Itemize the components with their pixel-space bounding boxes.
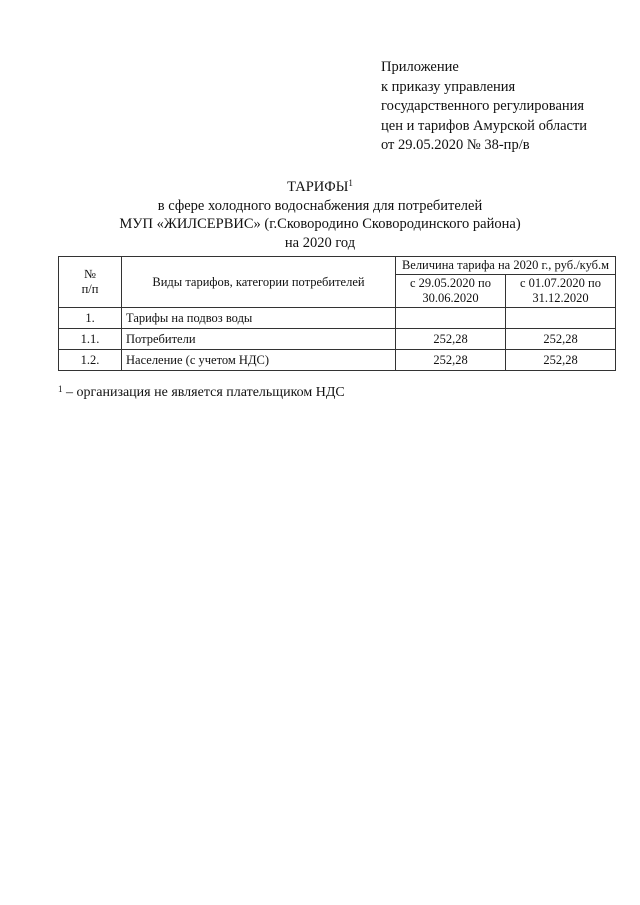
header-value: Величина тарифа на 2020 г., руб./куб.м <box>396 257 616 275</box>
footnote-text: – организация не является плательщиком НДС <box>62 385 345 400</box>
appendix-line: цен и тарифов Амурской области <box>381 117 588 134</box>
row-num: 1.1. <box>59 329 122 350</box>
row-value-1: 252,28 <box>396 350 506 371</box>
appendix-line: от 29.05.2020 № 38-пр/в <box>381 137 530 153</box>
footnote-mark: 1 <box>58 384 63 394</box>
row-kind: Население (с учетом НДС) <box>122 350 396 371</box>
header-period-1: с 29.05.2020 по 30.06.2020 <box>396 275 506 308</box>
table-header-row <box>59 257 616 275</box>
title-main <box>0 178 640 197</box>
row-num: 1. <box>59 308 122 329</box>
row-kind: Тарифы на подвоз воды <box>122 308 396 329</box>
tariffs-table <box>58 256 616 371</box>
appendix-line: Приложение <box>381 59 459 75</box>
header-kind: Виды тарифов, категории потребителей <box>122 257 396 308</box>
title-line: МУП «ЖИЛСЕРВИС» (г.Сковородино Сковородинского района) <box>119 216 521 232</box>
document-title <box>0 178 640 252</box>
row-value-1: 252,28 <box>396 329 506 350</box>
title-footnote-mark: 1 <box>348 178 353 188</box>
row-value-2 <box>506 308 616 329</box>
footnote <box>58 384 345 401</box>
row-value-1 <box>396 308 506 329</box>
title-text: ТАРИФЫ <box>287 179 349 195</box>
table-row <box>59 329 616 350</box>
appendix-block <box>381 58 587 156</box>
row-kind: Потребители <box>122 329 396 350</box>
appendix-line: к приказу управления <box>381 78 516 95</box>
header-num: № п/п <box>59 257 122 308</box>
table-row <box>59 350 616 371</box>
header-period-2: с 01.07.2020 по 31.12.2020 <box>506 275 616 308</box>
row-value-2: 252,28 <box>506 350 616 371</box>
title-line: в сфере холодного водоснабжения для потребителей <box>157 197 483 214</box>
title-line: на 2020 год <box>284 234 356 251</box>
row-num: 1.2. <box>59 350 122 371</box>
table-row <box>59 308 616 329</box>
appendix-line: государственного регулирования <box>381 98 585 114</box>
row-value-2: 252,28 <box>506 329 616 350</box>
